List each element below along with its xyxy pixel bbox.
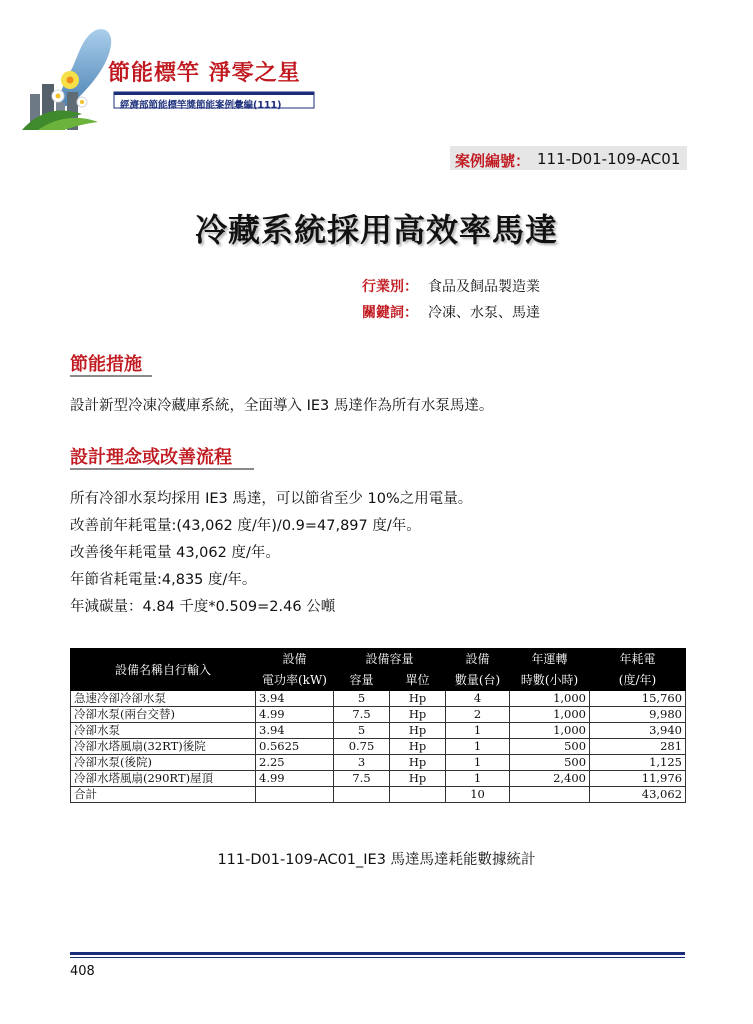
cell-name: 冷卻水泵(兩台交替) <box>71 707 256 723</box>
empty-cell <box>256 787 334 803</box>
design-line-1: 所有冷卻水泵均採用 IE3 馬達，可以節省至少 10%之用電量。 <box>70 491 473 507</box>
cell-unit: Hp <box>390 723 446 739</box>
energy-data-table <box>70 648 686 803</box>
industry-value: 食品及飼品製造業 <box>428 279 540 295</box>
cell-capacity: 0.75 <box>334 739 390 755</box>
table-row <box>71 707 686 723</box>
cell-capacity: 5 <box>334 723 390 739</box>
cell-unit: Hp <box>390 755 446 771</box>
header-capacity-value: 容量 <box>334 670 390 691</box>
cell-qty: 4 <box>446 691 510 707</box>
cell-energy: 281 <box>590 739 686 755</box>
cell-power: 2.25 <box>256 755 334 771</box>
cell-unit: Hp <box>390 691 446 707</box>
cell-unit: Hp <box>390 707 446 723</box>
header-energy-1: 年耗電 <box>590 649 686 670</box>
cell-qty: 1 <box>446 755 510 771</box>
header-hours-2: 時數(小時) <box>510 670 590 691</box>
section-underline <box>70 375 152 377</box>
page-number: 408 <box>70 964 95 979</box>
cell-hours: 1,000 <box>510 723 590 739</box>
cell-unit: Hp <box>390 771 446 787</box>
table-total-row <box>71 787 686 803</box>
cell-name: 冷卻水泵 <box>71 723 256 739</box>
cell-power: 3.94 <box>256 723 334 739</box>
cell-name: 冷卻水泵(後院) <box>71 755 256 771</box>
total-energy: 43,062 <box>590 787 686 803</box>
header-capacity: 設備容量 <box>334 649 446 670</box>
design-line-5: 年減碳量：4.84 千度*0.509=2.46 公噸 <box>70 599 336 615</box>
cell-qty: 1 <box>446 739 510 755</box>
header-capacity-unit: 單位 <box>390 670 446 691</box>
cell-power: 3.94 <box>256 691 334 707</box>
design-line-4: 年節省耗電量:4,835 度/年。 <box>70 572 257 588</box>
empty-cell <box>390 787 446 803</box>
case-number-label: 案例編號： <box>455 152 531 170</box>
header-power-2: 電功率(kW) <box>256 670 334 691</box>
keywords-label: 關鍵詞： <box>362 305 418 321</box>
header-hours-1: 年運轉 <box>510 649 590 670</box>
table-row <box>71 739 686 755</box>
empty-cell <box>334 787 390 803</box>
cell-power: 0.5625 <box>256 739 334 755</box>
section-underline <box>70 468 254 470</box>
cell-power: 4.99 <box>256 771 334 787</box>
cell-capacity: 5 <box>334 691 390 707</box>
cell-energy: 15,760 <box>590 691 686 707</box>
header-qty-2: 數量(台) <box>446 670 510 691</box>
cell-name: 冷卻水塔風扇(32RT)後院 <box>71 739 256 755</box>
table-caption: 111-D01-109-AC01_IE3 馬達馬達耗能數據統計 <box>217 852 536 868</box>
cell-unit: Hp <box>390 739 446 755</box>
cell-energy: 1,125 <box>590 755 686 771</box>
cell-energy: 9,980 <box>590 707 686 723</box>
header-energy-2: (度/年) <box>590 670 686 691</box>
cell-power: 4.99 <box>256 707 334 723</box>
cell-hours: 500 <box>510 739 590 755</box>
cell-qty: 2 <box>446 707 510 723</box>
design-line-2: 改善前年耗電量:(43,062 度/年)/0.9=47,897 度/年。 <box>70 518 421 534</box>
cell-energy: 3,940 <box>590 723 686 739</box>
cell-capacity: 7.5 <box>334 771 390 787</box>
cell-capacity: 3 <box>334 755 390 771</box>
design-line-3: 改善後年耗電量 43,062 度/年。 <box>70 545 280 561</box>
cell-name: 急速冷卻冷卻水泵 <box>71 691 256 707</box>
cell-hours: 2,400 <box>510 771 590 787</box>
cell-hours: 1,000 <box>510 707 590 723</box>
table-row <box>71 771 686 787</box>
cell-name: 冷卻水塔風扇(290RT)屋頂 <box>71 771 256 787</box>
footer-rule <box>70 952 685 955</box>
table-row <box>71 691 686 707</box>
footer-rule <box>70 957 685 958</box>
page-title: 冷藏系統採用高效率馬達 <box>194 211 558 249</box>
cell-energy: 11,976 <box>590 771 686 787</box>
cell-hours: 500 <box>510 755 590 771</box>
cell-capacity: 7.5 <box>334 707 390 723</box>
industry-label: 行業別： <box>362 279 418 295</box>
measures-text: 設計新型冷凍冷藏庫系統，全面導入 IE3 馬達作為所有水泵馬達。 <box>70 398 494 414</box>
empty-cell <box>510 787 590 803</box>
table-row <box>71 723 686 739</box>
cell-hours: 1,000 <box>510 691 590 707</box>
logo-title: 節能標竿 淨零之星 <box>108 60 301 86</box>
header-qty-1: 設備 <box>446 649 510 670</box>
keywords-value: 冷凍、水泵、馬達 <box>428 305 540 321</box>
table-row <box>71 755 686 771</box>
section-heading-design: 設計理念或改善流程 <box>70 447 232 468</box>
header-power-1: 設備 <box>256 649 334 670</box>
total-qty: 10 <box>446 787 510 803</box>
case-number-value: 111-D01-109-AC01 <box>537 150 681 168</box>
table-header-row <box>71 649 686 670</box>
cell-qty: 1 <box>446 723 510 739</box>
cell-qty: 1 <box>446 771 510 787</box>
header-name: 設備名稱自行輸入 <box>71 649 256 691</box>
section-heading-measures: 節能措施 <box>70 354 142 375</box>
total-label: 合計 <box>71 787 256 803</box>
logo-subtitle: 經濟部節能標竿獎節能案例彙編(111) <box>120 100 282 111</box>
